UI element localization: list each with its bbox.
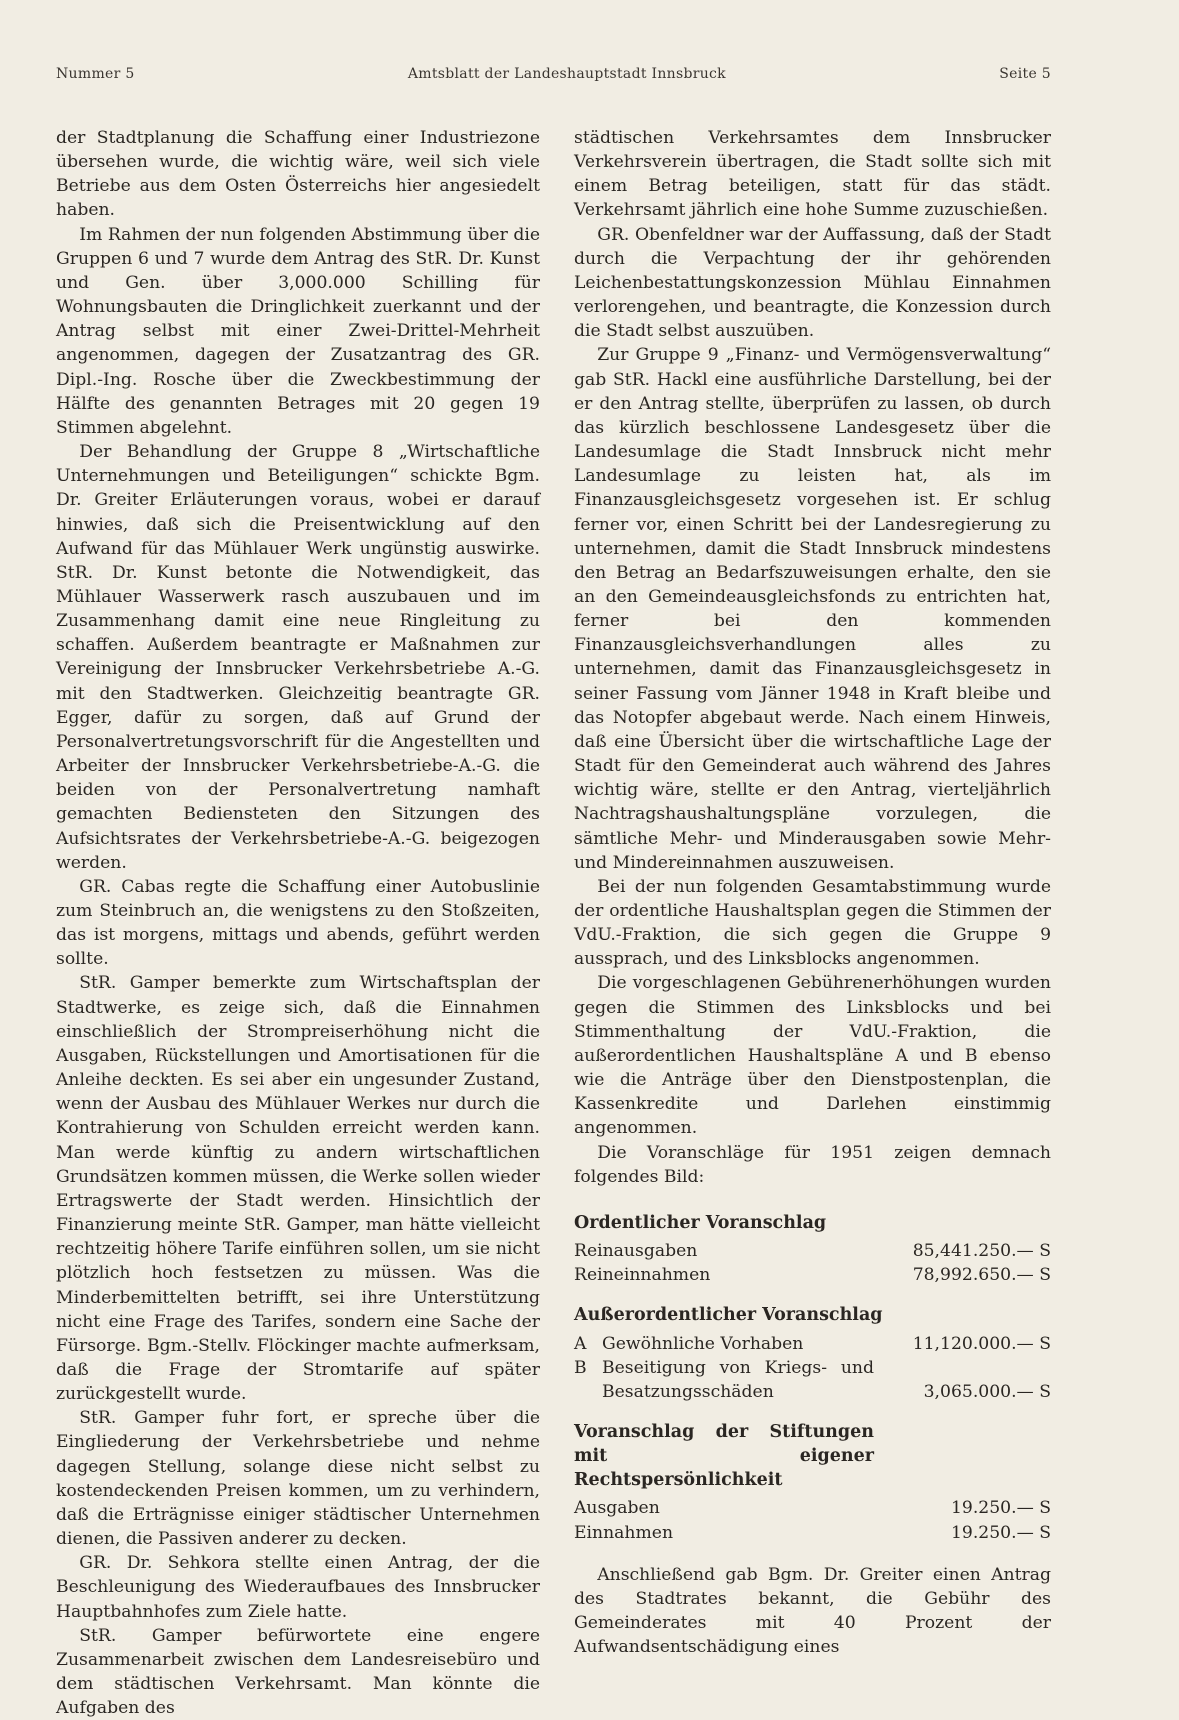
budget-row xyxy=(574,1239,1051,1263)
budget-amount: 3,065.000.— S xyxy=(923,1381,1051,1402)
budget-row xyxy=(574,1521,1051,1545)
budget-amount: 19.250.— S xyxy=(950,1498,1051,1519)
budget-amount: 11,120.000.— S xyxy=(912,1333,1051,1354)
section-heading: Ordentlicher Voranschlag xyxy=(574,1212,827,1233)
paragraph: Die Voranschläge für 1951 zeigen demnach folgendes Bild: xyxy=(574,1142,1051,1187)
budget-label: Einnahmen xyxy=(574,1522,674,1543)
paragraph: Zur Gruppe 9 „Finanz- und Vermögensverwaltung“ gab StR. Hackl eine ausführliche Darstellung, bei der er den Antrag stellte, überprüfen zu lassen, ob durch das kürzlich beschlossene Landesgesetz über die Landesumlage die Stadt Innsbruck nicht mehr Landesumlage zu leisten hat, als im Finanzausgleichsgesetz vorgesehen ist. Er schlug ferner vor, einen Schritt bei der Landesregierung zu unternehmen, damit die Stadt Innsbruck mindestens den Betrag an Bedarfszuweisungen erhalte, den sie an den Gemeindeausgleichsfonds zu entrichten hat, ferner bei den kommenden Finanzausgleichsverhandlungen alles zu unternehmen, damit das Finanzausgleichsgesetz in seiner Fassung vom Jänner 1948 in Kraft bleibe und das Notopfer abgebaut werde. Nach einem Hinweis, daß eine Übersicht über die wirtschaftliche Lage der Stadt für den Gemeinderat auch während des Jahres wichtig wäre, stellte er den Antrag, vierteljährlich Nachtragshaushaltungspläne vorzulegen, die sämtliche Mehr- und Minderausgaben sowie Mehr- und Mindereinnahmen auszuweisen. xyxy=(574,345,1051,873)
issue-number: Nummer 5 xyxy=(56,66,135,82)
budget-row xyxy=(574,1496,1051,1520)
budget-summary xyxy=(574,1211,1051,1545)
paragraph: StR. Gamper befürwortete eine engere Zusammenarbeit zwischen dem Landesreisebüro und dem städtischen Verkehrsamt. Man könnte die Aufgaben des xyxy=(56,1625,540,1719)
right-column xyxy=(574,126,1051,1659)
budget-label: Gewöhnliche Vorhaben xyxy=(602,1333,804,1354)
budget-amount: 78,992.650.— S xyxy=(912,1265,1051,1286)
paragraph: Die vorgeschlagenen Gebührenerhöhungen wurden gegen die Stimmen des Linksblocks und bei Stimmenthaltung der VdU.-Fraktion, die außerordentlichen Haushaltspläne A und B ebenso wie die Anträge über den Dienstpostenplan, die Kassenkredite und Darlehen einstimmig angenommen. xyxy=(574,973,1051,1139)
paragraph: StR. Gamper fuhr fort, er spreche über die Eingliederung der Verkehrsbetriebe und nehme dagegen Stellung, solange diese nicht selbst zu kostendeckenden Preisen kommen, um zu verhindern, daß die Erträgnisse einiger städtischer Unternehmen dienen, die Passiven anderer zu decken. xyxy=(56,1408,540,1550)
budget-label: Beseitigung von Kriegs- und Besatzungsschäden xyxy=(602,1357,874,1402)
budget-amount: 85,441.250.— S xyxy=(912,1241,1051,1262)
budget-row xyxy=(574,1263,1051,1287)
budget-label: Reineinnahmen xyxy=(574,1265,711,1286)
paragraph: GR. Cabas regte die Schaffung einer Autobuslinie zum Steinbruch an, die wenigstens zu den Stoßzeiten, das ist morgens, mittags und abends, geführt werden sollte. xyxy=(56,876,540,970)
paragraph: Bei der nun folgenden Gesamtabstimmung wurde der ordentliche Haushaltsplan gegen die Stimmen der VdU.-Fraktion, die sich gegen die Gruppe 9 aussprach, und des Linksblocks angenommen. xyxy=(574,876,1051,970)
item-mark: B xyxy=(574,1357,587,1378)
page-number: Seite 5 xyxy=(999,66,1051,82)
budget-row xyxy=(574,1332,1051,1356)
item-mark: A xyxy=(574,1333,587,1354)
paragraph: GR. Obenfeldner war der Auffassung, daß der Stadt durch die Verpachtung der ihr gehörenden Leichenbestattungskonzession Mühlau Einnahmen verlorengehen, und beantragte, die Konzession durch die Stadt selbst auszuüben. xyxy=(574,224,1051,342)
section-heading: Voranschlag der Stiftungen mit eigener Rechtspersönlichkeit xyxy=(574,1421,874,1491)
paragraph: städtischen Verkehrsamtes dem Innsbrucker Verkehrsverein übertragen, die Stadt sollte sich mit einem Betrag beteiligen, statt für das städt. Verkehrsamt jährlich eine hohe Summe zuzuschießen. xyxy=(574,128,1051,221)
paragraph: Anschließend gab Bgm. Dr. Greiter einen Antrag des Stadtrates bekannt, die Gebühr des Gemeinderates mit 40 Prozent der Aufwandsentschädigung eines xyxy=(574,1564,1051,1658)
left-column xyxy=(56,126,540,1720)
paragraph: der Stadtplanung die Schaffung einer Industriezone übersehen wurde, die wichtig wäre, weil sich viele Betriebe aus dem Osten Österreichs hier angesiedelt haben. xyxy=(56,128,540,221)
paragraph: Im Rahmen der nun folgenden Abstimmung über die Gruppen 6 und 7 wurde dem Antrag des StR. Dr. Kunst und Gen. über 3,000.000 Schilling für Wohnungsbauten die Dringlichkeit zuerkannt und der Antrag selbst mit einer Zwei-Drittel-Mehrheit angenommen, dagegen der Zusatzantrag des GR. Dipl.-Ing. Rosche über die Zweckbestimmung der Hälfte des genannten Betrages mit 20 gegen 19 Stimmen abgelehnt. xyxy=(56,224,540,438)
section-heading: Außerordentlicher Voranschlag xyxy=(574,1305,883,1326)
budget-label: Reinausgaben xyxy=(574,1241,698,1262)
paragraph: StR. Gamper bemerkte zum Wirtschaftsplan der Stadtwerke, es zeige sich, daß die Einnahmen einschließlich der Strompreiserhöhung nicht die Ausgaben, Rückstellungen und Amortisationen für die Anleihe deckten. Es sei aber ein ungesunder Zustand, wenn der Ausbau des Mühlauer Werkes nur durch die Kontrahierung von Schulden erreicht werden kann. Man werde künftig zu andern wirtschaftlichen Grundsätzen kommen müssen, die Werke sollen wieder Ertragswerte der Stadt werden. Hinsichtlich der Finanzierung meinte StR. Gamper, man hätte vielleicht rechtzeitig höhere Tarife einführen sollen, um sie nicht plötzlich hoch festsetzen zu müssen. Was die Minderbemittelten betrifft, sei ihre Unterstützung nicht eine Frage des Tarifes, sondern eine Sache der Fürsorge. Bgm.-Stellv. Flöckinger machte aufmerksam, daß die Frage der Stromtarife auf später zurückgestellt wurde. xyxy=(56,973,540,1405)
budget-label: Ausgaben xyxy=(574,1498,660,1519)
page-header xyxy=(56,66,1051,82)
budget-row xyxy=(574,1356,1051,1404)
publication-title: Amtsblatt der Landeshauptstadt Innsbruck xyxy=(407,66,726,82)
paragraph: GR. Dr. Sehkora stellte einen Antrag, der die Beschleunigung des Wiederaufbaues des Innsbrucker Hauptbahnhofes zum Ziele hatte. xyxy=(56,1553,540,1622)
paragraph: Der Behandlung der Gruppe 8 „Wirtschaftliche Unternehmungen und Beteiligungen“ schickte Bgm. Dr. Greiter Erläuterungen voraus, wobei er darauf hinwies, daß sich die Preisentwicklung auf den Aufwand für das Mühlauer Werk ungünstig auswirke. StR. Dr. Kunst betonte die Notwendigkeit, das Mühlauer Wasserwerk rasch auszubauen und im Zusammenhang damit eine neue Ringleitung zu schaffen. Außerdem beantragte er Maßnahmen zur Vereinigung der Innsbrucker Verkehrsbetriebe A.-G. mit den Stadtwerken. Gleichzeitig beantragte GR. Egger, dafür zu sorgen, daß auf Grund der Personalvertretungsvorschrift für die Angestellten und Arbeiter der Innsbrucker Verkehrsbetriebe-A.-G. die beiden von der Personalvertretung namhaft gemachten Bediensteten den Sitzungen des Aufsichtsrates der Verkehrsbetriebe-A.-G. beigezogen werden. xyxy=(56,442,540,873)
budget-amount: 19.250.— S xyxy=(950,1522,1051,1543)
